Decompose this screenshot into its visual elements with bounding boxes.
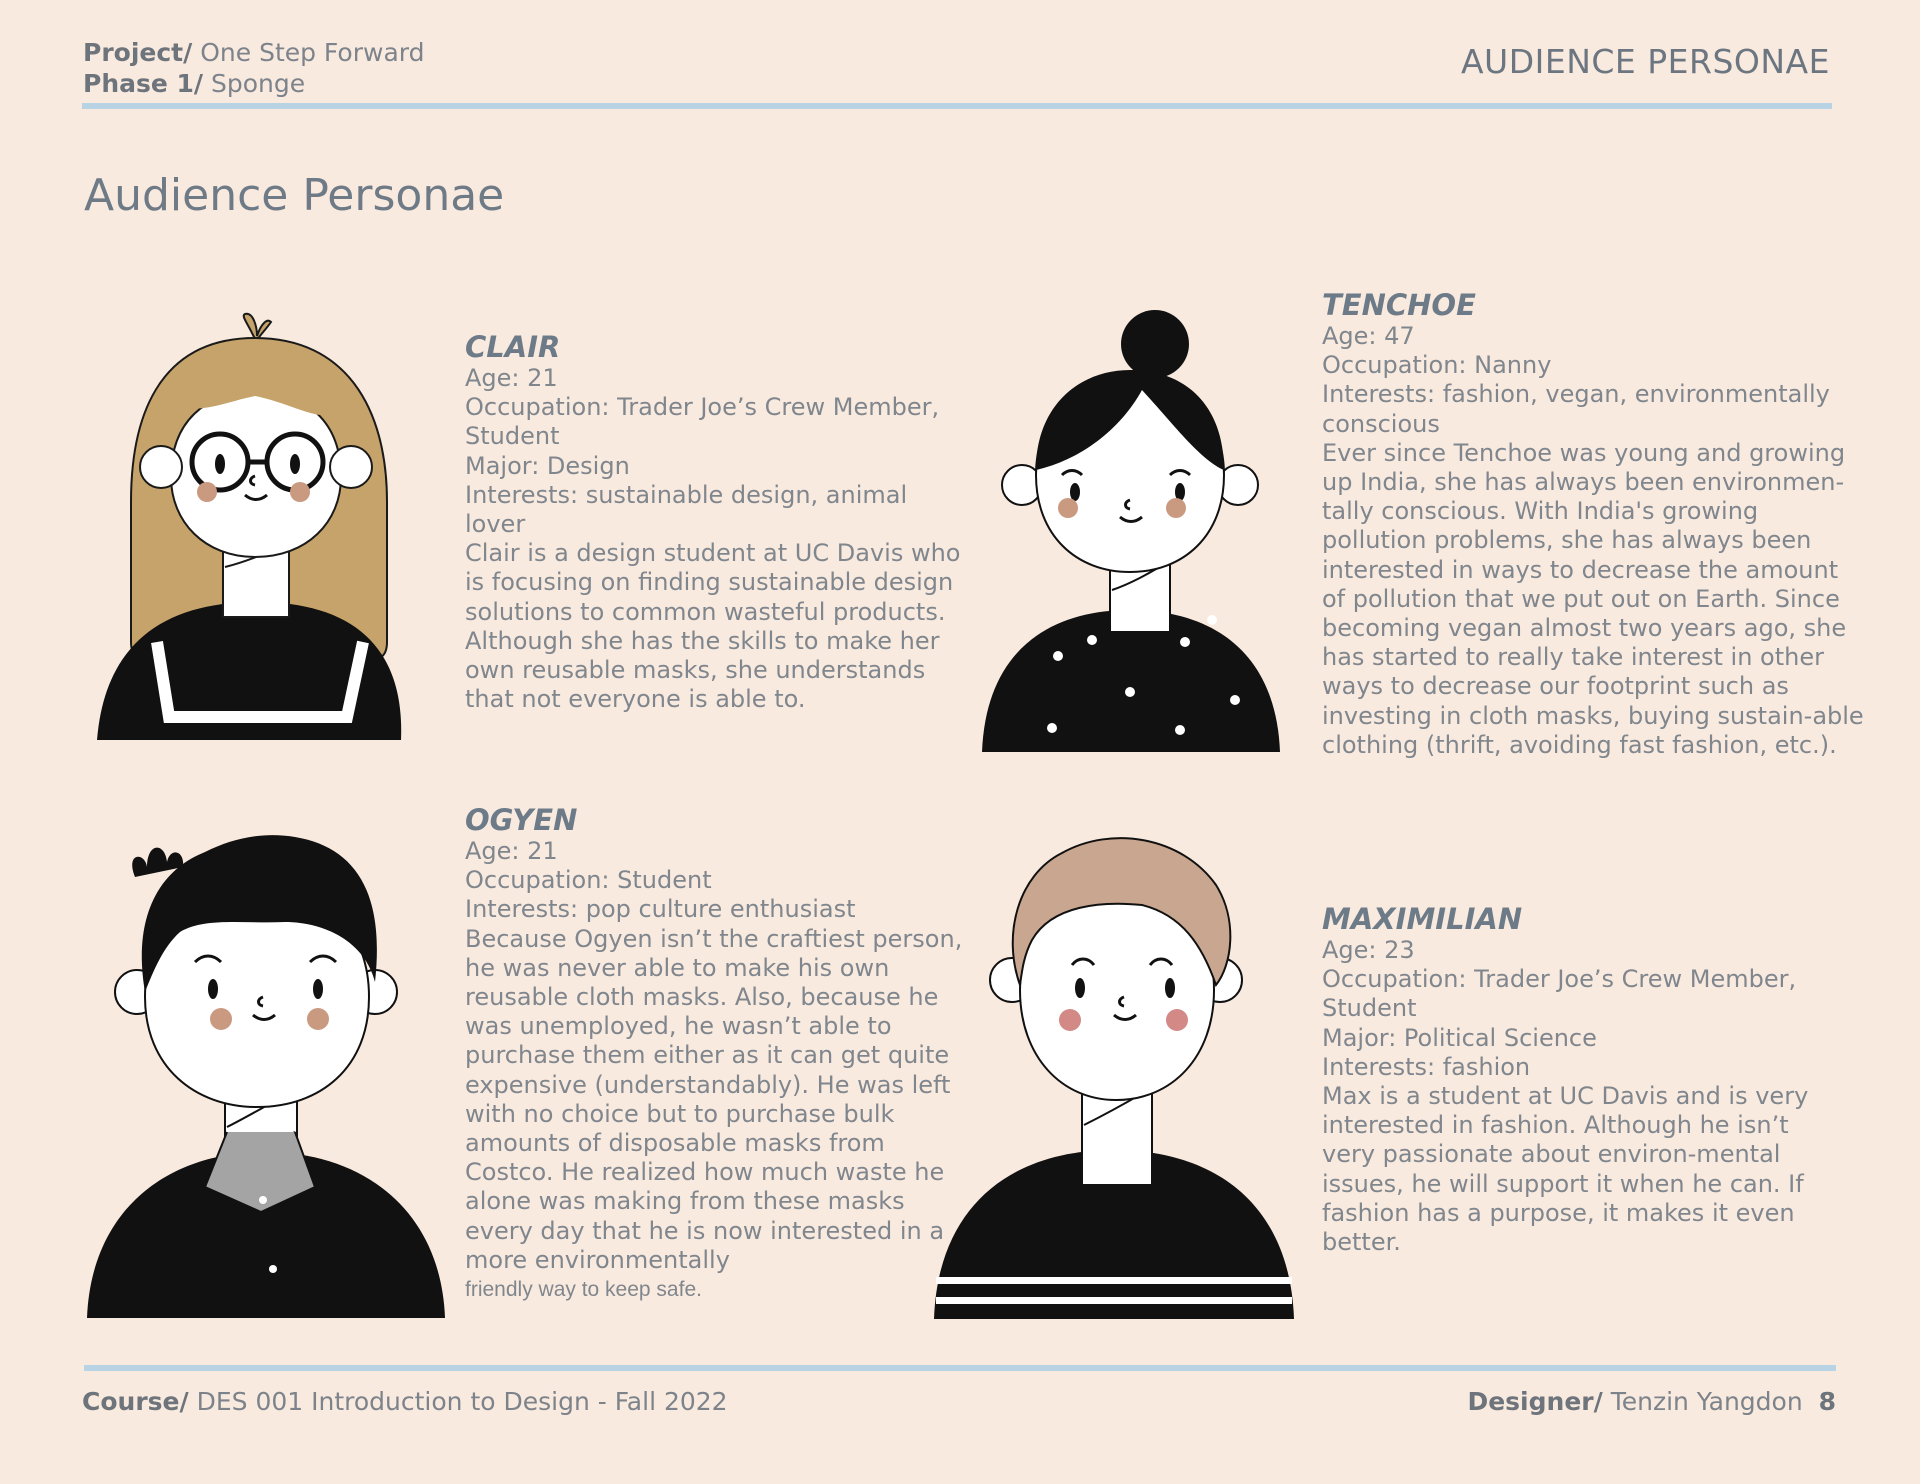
persona-major: Major: Design [465,451,630,480]
persona-age: Age: 47 [1322,322,1415,350]
persona-occupation: Occupation: Trader Joe’s Crew Member, Student [1322,965,1797,1023]
persona-occupation: Occupation: Trader Joe’s Crew Member, Student [465,393,940,451]
persona-name: TENCHOE [1322,288,1476,322]
persona-name: OGYEN [465,803,578,837]
persona-major: Major: Political Science [1322,1023,1597,1052]
persona-maximilian [1322,902,1842,1257]
phase-line: Phase 1/ Sponge [83,69,306,98]
ogyen-avatar [85,832,447,1320]
persona-bio: Ever since Tenchoe was young and growing up India, she has always been environmen-tally conscious. With India's growing pollution problems, she has always been interested in ways to decrease the amount of pollution that we put out on Earth. Since becoming vegan almost two years ago, she has started to really take interest in other ways to decrease our footprint such as investing in cloth masks, buying sustain-able clothing (thrift, avoiding fast fashion, etc.). [1322,438,1864,759]
persona-age: Age: 23 [1322,936,1415,964]
page-title: Audience Personae [84,170,505,221]
footer-course: Course/ DES 001 Introduction to Design - Fall 2022 [82,1387,728,1416]
persona-bio: Because Ogyen isn’t the craftiest person, he was never able to make his own reusable cloth masks. Also, because he was unemployed, he wasn’t able to purchase them either as it can get quite expensive (understandably). He was left with no choice but to purchase bulk amounts of disposable masks from Costco. He realized how much waste he alone was making from these masks every day that he is now interested in a more environmentally [465,924,963,1274]
persona-occupation: Occupation: Nanny [1322,351,1552,380]
persona-bio: Max is a student at UC Davis and is very interested in fashion. Although he isn’t very passionate about environ-mental issues, he will support it when he can. If fashion has a purpose, it makes it even better. [1322,1082,1809,1257]
persona-ogyen [465,803,965,1304]
persona-name: MAXIMILIAN [1322,902,1523,936]
footer-divider [84,1365,1836,1371]
persona-clair [465,330,965,714]
page-number: 8 [1818,1387,1836,1416]
persona-tenchoe [1322,288,1867,760]
persona-occupation: Occupation: Student [465,866,712,895]
clair-avatar [95,312,415,744]
persona-age: Age: 21 [465,837,558,865]
persona-interests: Interests: fashion [1322,1052,1531,1081]
header-divider [82,103,1832,109]
tenchoe-avatar [980,310,1280,755]
header-project-info [83,37,424,99]
project-line: Project/ One Step Forward [83,38,425,67]
section-title: AUDIENCE PERSONAE [1460,42,1830,81]
footer-designer: Designer/ Tenzin Yangdon 8 [1467,1387,1836,1416]
persona-interests: Interests: sustainable design, animal lover [465,480,908,539]
persona-interests: Interests: fashion, vegan, environmentally conscious [1322,380,1830,438]
persona-age: Age: 21 [465,364,558,392]
persona-bio: Clair is a design student at UC Davis who is focusing on finding sustainable design solutions to common wasteful products. Although she has the skills to make her own reusable masks, she understands that not everyone is able to. [465,539,961,714]
persona-bio-tail: friendly way to keep safe. [465,1278,702,1302]
maximilian-avatar [932,825,1296,1321]
persona-name: CLAIR [465,330,561,364]
persona-interests: Interests: pop culture enthusiast [465,895,856,924]
